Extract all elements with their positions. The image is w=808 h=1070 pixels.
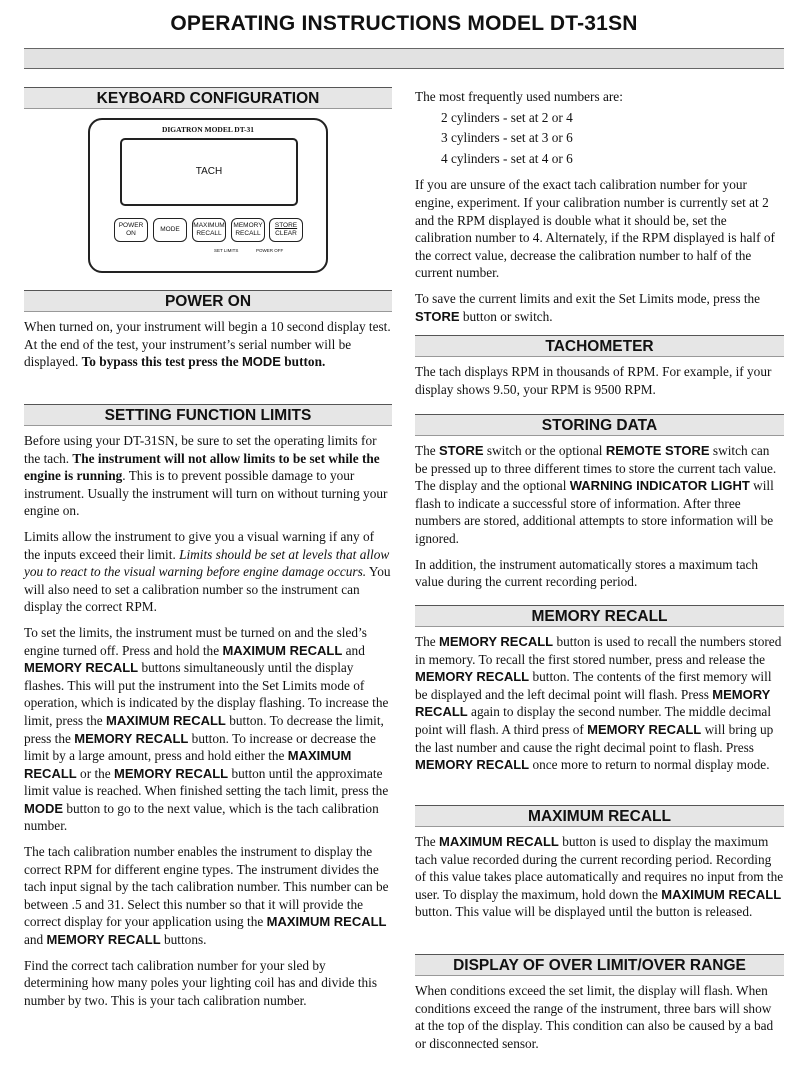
over-limit-heading: DISPLAY OF OVER LIMIT/OVER RANGE [415,954,784,976]
mode-button: MODE [153,218,187,242]
power-on-heading: POWER ON [24,290,392,312]
keyboard-display [120,138,298,206]
power-on-button: POWER ON [114,218,148,242]
right-top-text: The most frequently used numbers are: 2 cylinders - set at 2 or 4 3 cylinders - set at 3 or 6 4 cylinders - set at 4 or 6 If you are unsure of the exact tach calibration number for your engine, experiment. If your calibration number is currently set at 2 and the RPM displayed is double what it should be, set the calibration number to 4. Alternately, if the RPM displayed is half of the correct value, decrease the calibration number to half of the current number. To save the current limits and exit the Set Limits mode, press the STORE button or switch. [415,88,784,333]
storing-data-text: The STORE switch or the optional REMOTE STORE switch can be pressed up to three different times to store the current tach value. The display and the optional WARNING INDICATOR LIGHT will flash to indicate a successful store of information. After three numbers are stored, additional attempts to store information will be ignored. In addition, the instrument automatically stores a maximum tach value during the current recording period. [415,443,777,590]
header-band [24,48,784,69]
tachometer-text: The tach displays RPM in thousands of RPM. For example, if your display shows 9.50, your RPM is 9500 RPM. [415,364,772,397]
tachometer-heading: TACHOMETER [415,335,784,357]
maximum-recall-text: The MAXIMUM RECALL button is used to display the maximum tach value recorded during the current recording period. Recording of this value takes place automatically and requires no input from the user. To display the maximum, hold down the MAXIMUM RECALL button. This value will be displayed until the button is released. [415,834,784,920]
calibration-list-item: 3 cylinders - set at 3 or 6 [441,130,573,146]
setting-limits-text: Before using your DT-31SN, be sure to set the operating limits for the tach. The instrument will not allow limits to be set while the engine is running. This is to prevent possible damage to your instrument. Usually the instrument will turn on without turning your engine on. Limits allow the instrument to give you a visual warning if any of the inputs exceed their limit. Limits should be set at levels that allow you to react to the visual warning before engine damage occurs. You will also need to set a calibration number so the instrument can display the correct RPM. To set the limits, the instrument must be turned on and the sled’s engine turned off. Press and hold the MAXIMUM RECALL and MEMORY RECALL buttons simultaneously until the display flashes. This will put the instrument into the Set Limits mode of operation, which is indicated by the display flashing. To increase the limit, press the MAXIMUM RECALL button. To decrease the limit, press the MEMORY RECALL button. To increase or decrease the limit by a large amount, press and hold either the MAXIMUM RECALL or the MEMORY RECALL button until the approximate limit value is reached. When finished setting the tach limit, press the MODE button to go to the next value, which is the tach calibration number. The tach calibration number enables the instrument to display the correct RPM for different engine types. The instrument divides the tach input signal by the tach calibration number. This number can be between .5 and 31. Select this number so that it will provide the correct display for your application using the MAXIMUM RECALL and MEMORY RECALL buttons. Find the correct tach calibration number for your sled by determining how many poles your lighting coil has and divide this number by two. This is your tach calibration number. [24,433,391,1008]
power-on-text: When turned on, your instrument will begin a 10 second display test. At the end of the test, your instrument’s serial number will be displayed. To bypass this test press the MODE button. [24,319,391,370]
memory-recall-heading: MEMORY RECALL [415,605,784,627]
memory-recall-button: MEMORY RECALL [231,218,265,242]
store-clear-button: STORE CLEAR [269,218,303,242]
power-off-label: POWER OFF [256,248,284,253]
keyboard-brand: DIGATRON MODEL DT-31 [161,125,255,134]
setting-limits-heading: SETTING FUNCTION LIMITS [24,404,392,426]
calibration-list-item: 2 cylinders - set at 2 or 4 [441,109,573,125]
keyboard-config-heading: KEYBOARD CONFIGURATION [24,87,392,109]
maximum-recall-heading: MAXIMUM RECALL [415,805,784,827]
storing-data-heading: STORING DATA [415,414,784,436]
over-limit-text: When conditions exceed the set limit, the display will flash. When conditions exceed the range of the instrument, three bars will show at the top of the display. This condition can also be caused by a bad or disconnected sensor. [415,983,774,1051]
display-tach-label: TACH [195,166,223,177]
set-limits-label: SET LIMITS [214,248,239,253]
memory-recall-text: The MEMORY RECALL button is used to recall the numbers stored in memory. To recall the first stored number, press and release the MEMORY RECALL button. The contents of the first memory will be displayed and the left decimal point will flash. Press MEMORY RECALL again to display the second number. The middle decimal point will flash. A third press of MEMORY RECALL will bring up the last number and cause the right decimal point to flash. Press MEMORY RECALL once more to return to normal display mode. [415,634,782,773]
page-title: OPERATING INSTRUCTIONS MODEL DT-31SN [170,12,638,35]
keyboard-diagram [88,118,328,273]
calibration-list-item: 4 cylinders - set at 4 or 6 [441,150,573,166]
maximum-recall-button: MAXIMUM RECALL [192,218,226,242]
